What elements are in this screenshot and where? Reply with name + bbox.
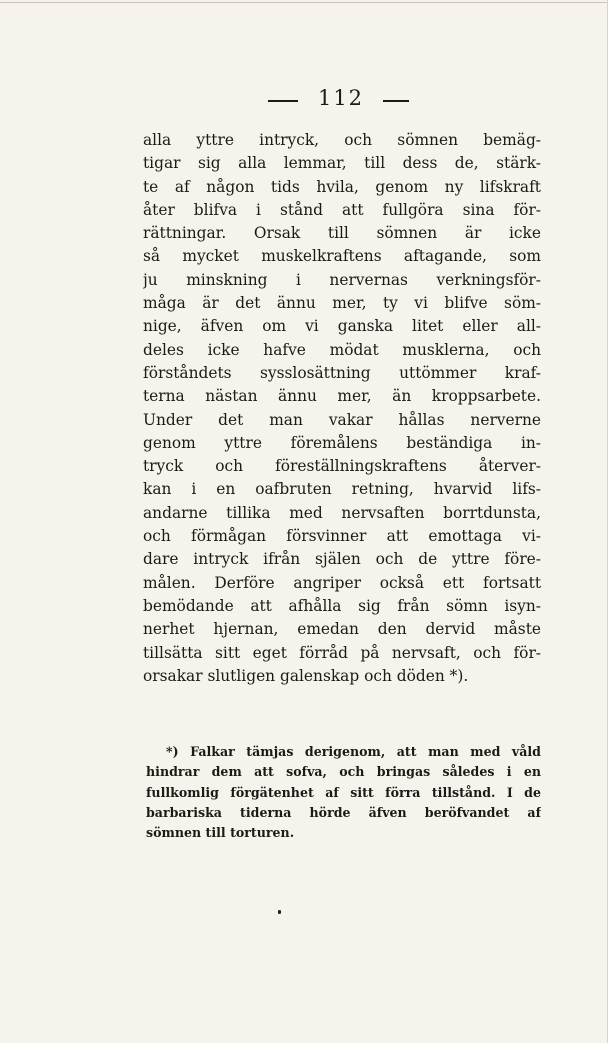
footnote-line: *) Falkar tämjas derigenom, att man med våld: [166, 744, 541, 759]
page-header: [0, 86, 608, 116]
footnote: [146, 742, 541, 843]
body-line: kan i en oafbruten retning, hvarvid lifs-: [143, 480, 541, 499]
body-text: [143, 129, 541, 688]
body-line: nige, äfven om vi ganska litet eller all-: [143, 317, 541, 336]
body-line: och förmågan försvinner att emottaga vi-: [143, 527, 541, 546]
page-top-edge: [0, 2, 608, 3]
body-line: deles icke hafve mödat musklerna, och: [143, 340, 541, 359]
body-line: rättningar. Orsak till sömnen är icke: [143, 224, 541, 243]
body-line: Under det man vakar hållas nerverne: [143, 410, 541, 429]
body-line: tryck och föreställningskraftens återver-: [143, 457, 541, 476]
footnote-line: barbariska tiderna hörde äfven beröfvandet af: [146, 804, 541, 820]
footnote-line: sömnen till torturen.: [146, 825, 295, 841]
body-line: tillsätta sitt eget förråd på nervsaft, och för-: [143, 643, 541, 662]
header-dash-left: [268, 100, 298, 102]
body-line: andarne tillika med nervsaften borrtdunsta,: [143, 503, 541, 522]
body-line: nerhet hjernan, emedan den dervid måste: [143, 620, 541, 639]
body-line: dare intryck ifrån själen och de yttre före-: [143, 550, 541, 569]
body-line: så mycket muskelkraftens aftagande, som: [143, 247, 541, 266]
header-dash-right: [383, 100, 409, 102]
body-line: orsakar slutligen galenskap och döden *).: [143, 666, 469, 685]
body-line: målen. Derföre angriper också ett fortsatt: [143, 573, 541, 592]
body-line: åter blifva i stånd att fullgöra sina för-: [143, 200, 541, 219]
body-line: bemödande att afhålla sig från sömn isyn-: [143, 596, 541, 615]
footnote-line: fullkomlig förgätenhet af sitt förra tillstånd. I de: [146, 784, 541, 800]
printer-mark: [278, 910, 281, 914]
body-line: måga är det ännu mer, ty vi blifve söm-: [143, 294, 541, 313]
body-line: tigar sig alla lemmar, till dess de, stärk-: [143, 154, 541, 173]
body-line: terna nästan ännu mer, än kroppsarbete.: [143, 387, 541, 406]
body-line: ju minskning i nervernas verkningsför-: [143, 270, 541, 289]
footnote-line: hindrar dem att sofva, och bringas således i en: [146, 764, 541, 780]
body-line: alla yttre intryck, och sömnen bemäg-: [143, 131, 541, 149]
body-line: genom yttre föremålens beständiga in-: [143, 433, 541, 452]
body-line: te af någon tids hvila, genom ny lifskraft: [143, 177, 541, 196]
body-line: förståndets sysslosättning uttömmer kraf-: [143, 363, 541, 382]
page-number: 112: [317, 86, 365, 110]
